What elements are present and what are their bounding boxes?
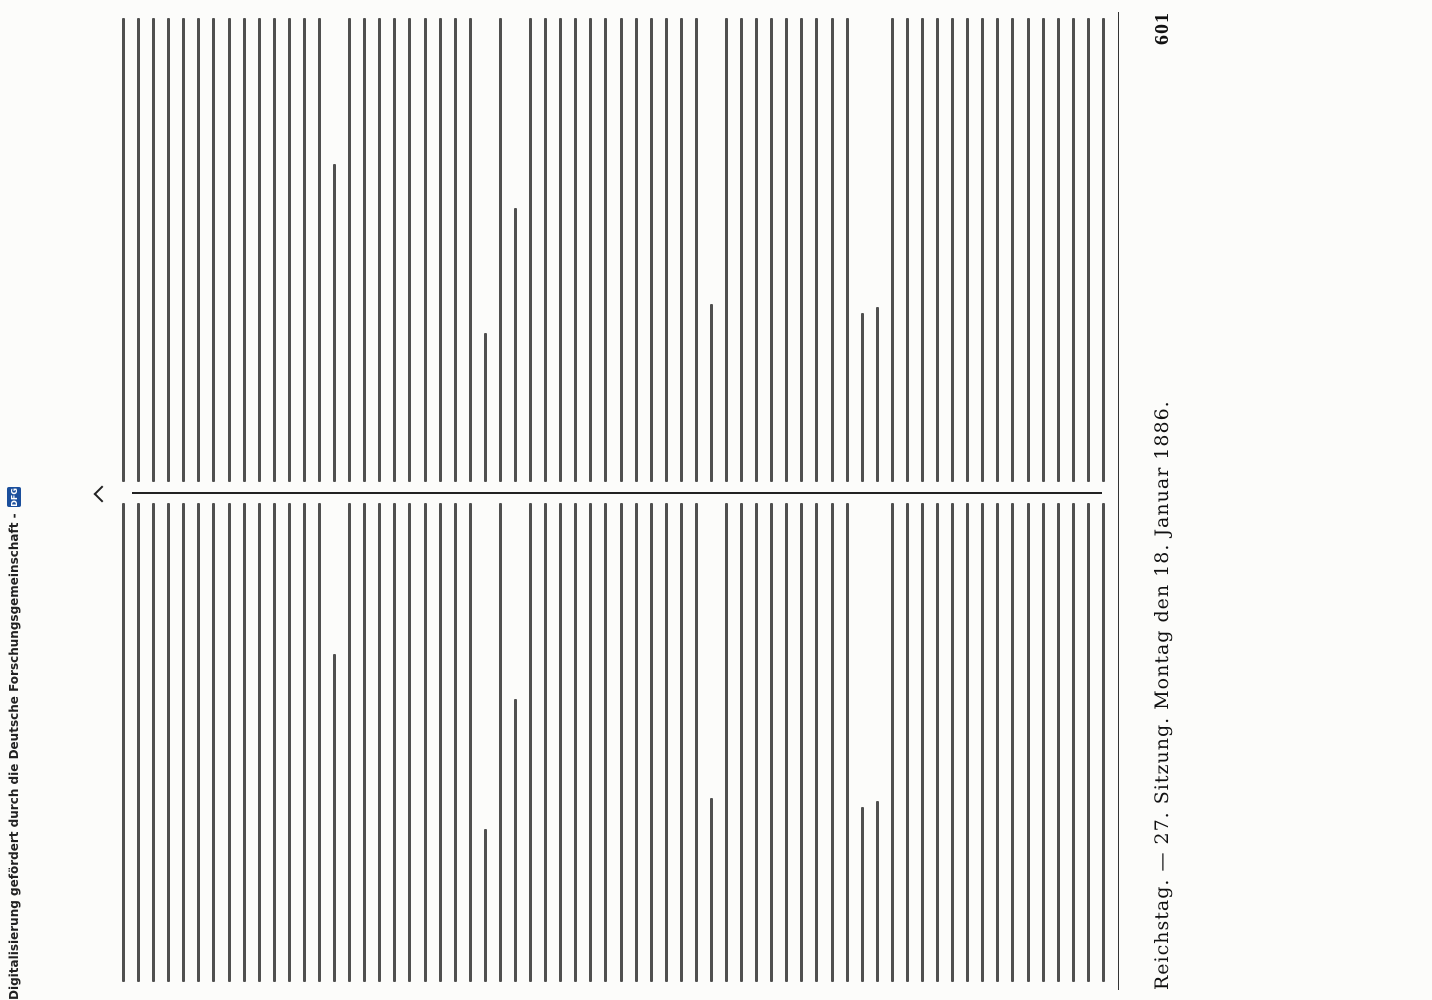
text-line	[273, 503, 276, 982]
text-line	[936, 18, 939, 482]
text-line	[635, 503, 638, 982]
text-line	[424, 503, 427, 982]
text-line	[665, 18, 668, 482]
text-column-left	[120, 15, 1115, 485]
text-line	[1072, 503, 1075, 982]
text-line	[1042, 18, 1045, 482]
text-line	[514, 699, 517, 982]
text-line	[544, 503, 547, 982]
text-line	[167, 18, 170, 482]
text-line	[650, 18, 653, 482]
text-line	[529, 18, 532, 482]
page-number: 601	[1150, 12, 1173, 45]
text-line	[1011, 18, 1014, 482]
text-line	[499, 503, 502, 982]
digitization-footer	[3, 0, 25, 1000]
text-line	[710, 304, 713, 482]
text-line	[424, 18, 427, 482]
text-line	[454, 18, 457, 482]
text-line	[574, 18, 577, 482]
text-line	[243, 503, 246, 982]
text-line	[846, 18, 849, 482]
text-line	[800, 503, 803, 982]
text-line	[439, 503, 442, 982]
text-line	[740, 503, 743, 982]
text-line	[363, 503, 366, 982]
dfg-logo-icon: DFG	[7, 487, 21, 507]
text-line	[182, 503, 185, 982]
text-line	[408, 18, 411, 482]
text-line	[861, 313, 864, 482]
text-line	[800, 18, 803, 482]
text-line	[514, 208, 517, 482]
text-line	[1087, 503, 1090, 982]
text-line	[996, 503, 999, 982]
text-line	[182, 18, 185, 482]
text-line	[152, 503, 155, 982]
running-header	[1148, 12, 1176, 990]
text-line	[815, 18, 818, 482]
text-line	[1057, 503, 1060, 982]
text-line	[620, 18, 623, 482]
text-line	[966, 18, 969, 482]
text-line	[228, 18, 231, 482]
text-line	[499, 18, 502, 482]
text-line	[785, 503, 788, 982]
text-line	[680, 18, 683, 482]
text-line	[589, 503, 592, 982]
text-line	[529, 503, 532, 982]
text-line	[921, 503, 924, 982]
text-line	[725, 18, 728, 482]
text-line	[333, 164, 336, 482]
text-line	[484, 333, 487, 482]
text-line	[604, 503, 607, 982]
text-line	[378, 18, 381, 482]
text-line	[695, 18, 698, 482]
text-line	[589, 18, 592, 482]
text-column-right	[120, 500, 1115, 985]
text-line	[378, 503, 381, 982]
text-line	[981, 503, 984, 982]
text-line	[1011, 503, 1014, 982]
text-line	[1102, 503, 1105, 982]
text-line	[1087, 18, 1090, 482]
header-title: Reichstag. — 27. Sitzung. Montag den 18. Januar 1886.	[1151, 400, 1173, 990]
text-line	[665, 503, 668, 982]
text-line	[740, 18, 743, 482]
text-line	[303, 503, 306, 982]
text-line	[348, 503, 351, 982]
text-line	[1102, 18, 1105, 482]
text-line	[861, 807, 864, 982]
text-line	[122, 503, 125, 982]
text-line	[454, 503, 457, 982]
footer-credit: Digitalisierung gefördert durch die Deutsche Forschungsgemeinschaft -	[7, 513, 21, 1000]
text-line	[906, 18, 909, 482]
text-line	[951, 503, 954, 982]
text-line	[303, 18, 306, 482]
text-line	[695, 503, 698, 982]
text-line	[1027, 503, 1030, 982]
text-line	[197, 503, 200, 982]
text-line	[936, 503, 939, 982]
text-line	[243, 18, 246, 482]
text-line	[122, 18, 125, 482]
text-line	[469, 503, 472, 982]
text-line	[469, 18, 472, 482]
header-rule	[1118, 12, 1119, 990]
text-line	[680, 503, 683, 982]
text-line	[831, 503, 834, 982]
text-line	[484, 829, 487, 982]
text-line	[544, 18, 547, 482]
text-line	[755, 18, 758, 482]
text-line	[258, 503, 261, 982]
text-line	[650, 503, 653, 982]
text-line	[1027, 18, 1030, 482]
text-line	[137, 18, 140, 482]
text-line	[333, 654, 336, 982]
text-line	[891, 18, 894, 482]
text-line	[876, 307, 879, 482]
text-line	[393, 18, 396, 482]
text-line	[318, 503, 321, 982]
text-line	[815, 503, 818, 982]
text-line	[288, 18, 291, 482]
text-line	[559, 503, 562, 982]
text-line	[212, 503, 215, 982]
text-line	[725, 503, 728, 982]
text-line	[273, 18, 276, 482]
text-line	[439, 18, 442, 482]
text-line	[710, 798, 713, 982]
column-divider	[132, 492, 1102, 494]
text-line	[770, 503, 773, 982]
text-line	[966, 503, 969, 982]
text-line	[1057, 18, 1060, 482]
text-line	[785, 18, 788, 482]
text-line	[755, 503, 758, 982]
text-line	[559, 18, 562, 482]
text-line	[348, 18, 351, 482]
text-line	[137, 503, 140, 982]
text-line	[770, 18, 773, 482]
text-line	[197, 18, 200, 482]
text-line	[258, 18, 261, 482]
text-line	[1072, 18, 1075, 482]
text-line	[846, 503, 849, 982]
text-line	[635, 18, 638, 482]
text-line	[981, 18, 984, 482]
text-line	[212, 18, 215, 482]
text-line	[876, 801, 879, 982]
text-line	[996, 18, 999, 482]
text-line	[363, 18, 366, 482]
text-line	[1042, 503, 1045, 982]
text-line	[408, 503, 411, 982]
text-line	[921, 18, 924, 482]
text-line	[620, 503, 623, 982]
text-line	[152, 18, 155, 482]
text-line	[604, 18, 607, 482]
text-line	[228, 503, 231, 982]
text-line	[951, 18, 954, 482]
text-line	[891, 503, 894, 982]
text-line	[318, 18, 321, 482]
text-line	[574, 503, 577, 982]
text-line	[167, 503, 170, 982]
text-line	[288, 503, 291, 982]
text-line	[393, 503, 396, 982]
text-line	[906, 503, 909, 982]
text-line	[831, 18, 834, 482]
